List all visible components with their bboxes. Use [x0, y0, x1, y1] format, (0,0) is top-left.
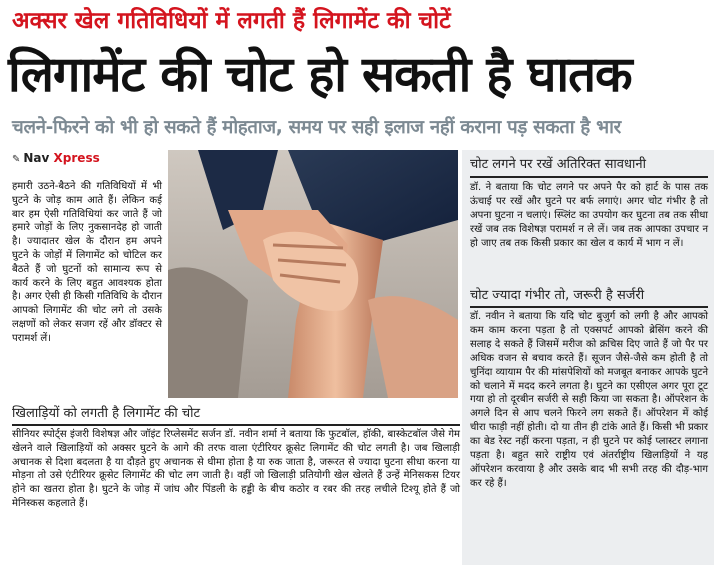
intro-paragraph: हमारी उठने-बैठने की गतिविधियों में भी घुटने के जोड़ काम आते हैं। लेकिन कई बार हम ऐसी गतिविधियां कर जाते हैं जो हमारे जोड़ों के लिए नुकसानदेह हो जाती है। ज्यादातर खेल के दौरान हम अपने घुटने के जोड़ों में लिगामेंट को चोटिल कर बैठते हैं जो घुटनों को सामान्य रूप से कार्य करने के लिए बहुत आवश्यक होता है। अगर ऐसी ही किसी गतिविधि के दौरान आपको लिगामेंट की चोट लगे तो उसके लक्षणों को लेकर सजग रहें और डॉक्टर से परामर्श लें। — [12, 181, 162, 344]
sidebar-box2-body: डॉ. नवीन ने बताया कि यदि चोट बुजुर्ग को लगी है और आपको कम काम करना पड़ता है तो एक्सपर्ट आपको ब्रेसिंग करने की सलाह दे सकते हैं जिसमें मरीज को क्रचिस दिए जाते हैं जो पैर पर अधिक वजन से बचाव करते हैं। सूजन जैसे-जैसे कम होती है तो चुनिंदा व्यायाम पैर की मांसपेशियों को मजबूत बनाकर आपके घुटने को चलाने में मदद करने लगता है। घुटने का एसीएल अगर पूरा टूट गया हो तो दूरबीन सर्जरी से सही किया जा सकता है। ऑपरेशन के अगले दिन से आप चलने फिरने लग सकते हैं। ऑपरेशन में कोई चीरा फाड़ी नहीं होती। दो या तीन ही टांके आते हैं। किसी भी प्रकार का बेड रेस्ट नहीं करना पड़ता, न ही घुटने पर कोई प्लास्टर लगाना पड़ता है। बहुत सारे राष्ट्रीय एवं अंतर्राष्ट्रीय खिलाड़ियों ने यह ऑपरेशन करवाया है और उसके बाद भी सभी तरह की दौड़-भाग कर रहे हैं। — [470, 311, 708, 489]
section1-heading: खिलाड़ियों को लगती है लिगामेंट की चोट — [12, 406, 201, 421]
section1-divider — [12, 424, 460, 426]
sidebar-box1-body: डॉ. ने बताया कि चोट लगने पर अपने पैर को हार्ट के पास तक ऊंचाई पर रखें और घुटने पर बर्फ लगाएं। अगर चोट गंभीर है तो अपना घुटना न चलाएं। स्प्लिंट का उपयोग कर घुटना तब तक सीधा रखें जब तक विशेषज्ञ परामर्श न ले लें। जब तक आपका उपचार न हो जाए तब तक किसी प्रकार का खेल व कार्य में भाग न लें। — [470, 182, 708, 249]
sidebar-box1-heading: चोट लगने पर रखें अतिरिक्त सावधानी — [470, 157, 646, 172]
knee-injury-photo — [168, 150, 458, 398]
deck-subheadline: चलने-फिरने को भी हो सकते हैं मोहताज, समय पर सही इलाज नहीं कराना पड़ सकता है भार — [12, 117, 621, 138]
navxpress-logo-icon: ✎ — [12, 154, 21, 165]
knee-photo-illustration — [168, 150, 458, 398]
sidebar-box2-heading: चोट ज्यादा गंभीर तो, जरूरी है सर्जरी — [470, 288, 645, 303]
section1-body: सीनियर स्पोर्ट्स इंजरी विशेषज्ञ और जॉइंट रिप्लेसमेंट सर्जन डॉ. नवीन शर्मा ने बताया कि फुटबॉल, हॉकी, बास्केटबॉल जैसे गेम खेलने वाले खिलाड़ियों को अक्सर घुटने के आगे की तरफ वाला एंटीरियर क्रूसेट लिगामेंट की चोट लगती है। जब खिलाड़ी अचानक से दिशा बदलता है या दौड़ते हुए अचानक से धीमा होता है या रुक जाता है, जरूरत से ज्यादा घुटना सीधा करना या मोड़ना तो उसे एंटीरियर क्रूसेट लिगामेंट की चोट लग जाती है। वहीं जो खिलाड़ी प्रतियोगी खेल खेलते हैं उन्हें मेनिसकस टियर होने का खतरा होता है। घुटने के जोड़ में जांघ और पिंडली के हड्डी के बीच कठोर व रबर की तरह लचीले टिश्यू होते हैं जो मेनिस्कस कहलाते हैं। — [12, 429, 460, 509]
byline-prefix: Nav — [23, 151, 50, 165]
byline — [12, 150, 100, 168]
kicker-headline: अक्सर खेल गतिविधियों में लगती हैं लिगामेंट की चोटें — [12, 8, 451, 34]
sidebar-box1-divider — [470, 176, 708, 178]
sidebar-box2-divider — [470, 306, 708, 308]
byline-brand: Xpress — [53, 151, 100, 165]
main-headline: लिगामेंट की चोट हो सकती है घातक — [8, 46, 632, 103]
